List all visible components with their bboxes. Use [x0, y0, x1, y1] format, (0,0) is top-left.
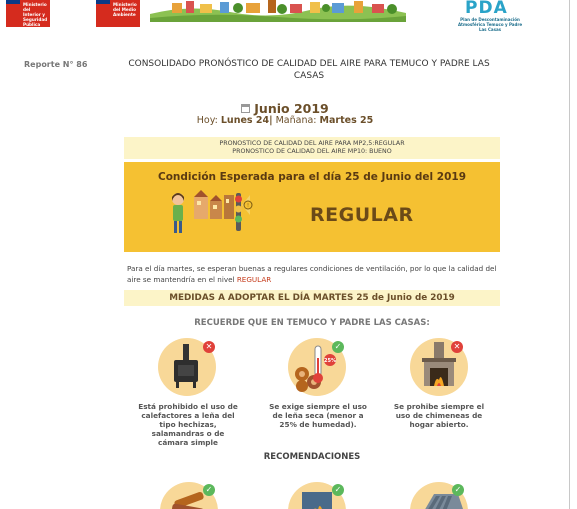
forecast-paragraph [127, 263, 497, 285]
recuerde-heading: RECUERDE QUE EN TEMUCO Y PADRE LAS CASAS: [194, 318, 430, 328]
forecast-paragraph-text: Para el día martes, se esperan buenas a regulares condiciones de ventilación, por lo que la calidad del aire se mantendría en el nivel [127, 264, 497, 284]
month-label: Junio 2019 [254, 101, 329, 116]
forecast-mp25: PRONOSTICO DE CALIDAD DEL AIRE PARA MP2,5:REGULAR [219, 140, 405, 147]
condition-box [124, 162, 500, 252]
forecast-box [124, 137, 500, 159]
condition-title: Condición Esperada para el día 25 de Junio del 2019 [157, 171, 466, 183]
allowed-badge-icon: ✓ [452, 484, 464, 496]
gov-interior-logo [6, 0, 50, 27]
gov-environment-logo [96, 0, 140, 27]
allowed-badge-icon: ✓ [203, 484, 215, 496]
svg-text:!: ! [246, 203, 250, 209]
today-label: Hoy: [196, 115, 218, 126]
forecast-paragraph-highlight: REGULAR [236, 275, 272, 284]
month-heading [200, 101, 370, 116]
calendar-icon [241, 104, 250, 113]
recommendations-heading: RECOMENDACIONES [263, 452, 361, 462]
prohibited-badge-icon: ✕ [451, 341, 463, 353]
rule-1-text: Está prohibido el uso de calefactores a leña del tipo hechizas, salamandras o de cámara simple [138, 402, 238, 447]
today-value: Lunes 24| [220, 115, 273, 126]
forecast-mp10: PRONOSTICO DE CALIDAD DEL AIRE MP10: BUENO [232, 148, 392, 155]
rule-2-text: Se exige siempre el uso de leña seca (menor a 25% de humedad). [269, 402, 367, 429]
document-title: CONSOLIDADO PRONÓSTICO DE CALIDAD DEL AIRE PARA TEMUCO Y PADRE LAS CASAS [128, 59, 490, 81]
allowed-badge-icon: ✓ [332, 341, 344, 353]
measures-title: MEDIDAS A ADOPTAR EL DÍA MARTES 25 de Junio de 2019 [124, 290, 500, 306]
prohibited-badge-icon: ✕ [203, 341, 215, 353]
tomorrow-label: Mañana: [275, 115, 317, 126]
girl-with-houses-illustration [164, 187, 254, 239]
pda-logo [455, 0, 525, 34]
condition-value: REGULAR [310, 204, 414, 226]
rule-3-text: Se prohibe siempre el uso de chimeneas de hogar abierto. [393, 402, 485, 429]
humidity-gauge-label: 25% [324, 358, 336, 364]
pda-logo-letters: PDA [465, 0, 508, 18]
pda-logo-text: Plan de Descontaminación Atmosférica Temuco y Padre Las Casas [457, 17, 523, 32]
gov-interior-logo-text: Ministerio del Interior y Seguridad Pública [23, 2, 48, 27]
gov-environment-logo-text: Ministerio del Medio Ambiente [113, 2, 137, 17]
tomorrow-value: Martes 25 [319, 115, 374, 126]
city-banner-illustration [150, 0, 406, 22]
allowed-badge-icon: ✓ [332, 484, 344, 496]
today-tomorrow-line [170, 115, 400, 126]
report-number: Reporte N° 86 [24, 60, 88, 69]
